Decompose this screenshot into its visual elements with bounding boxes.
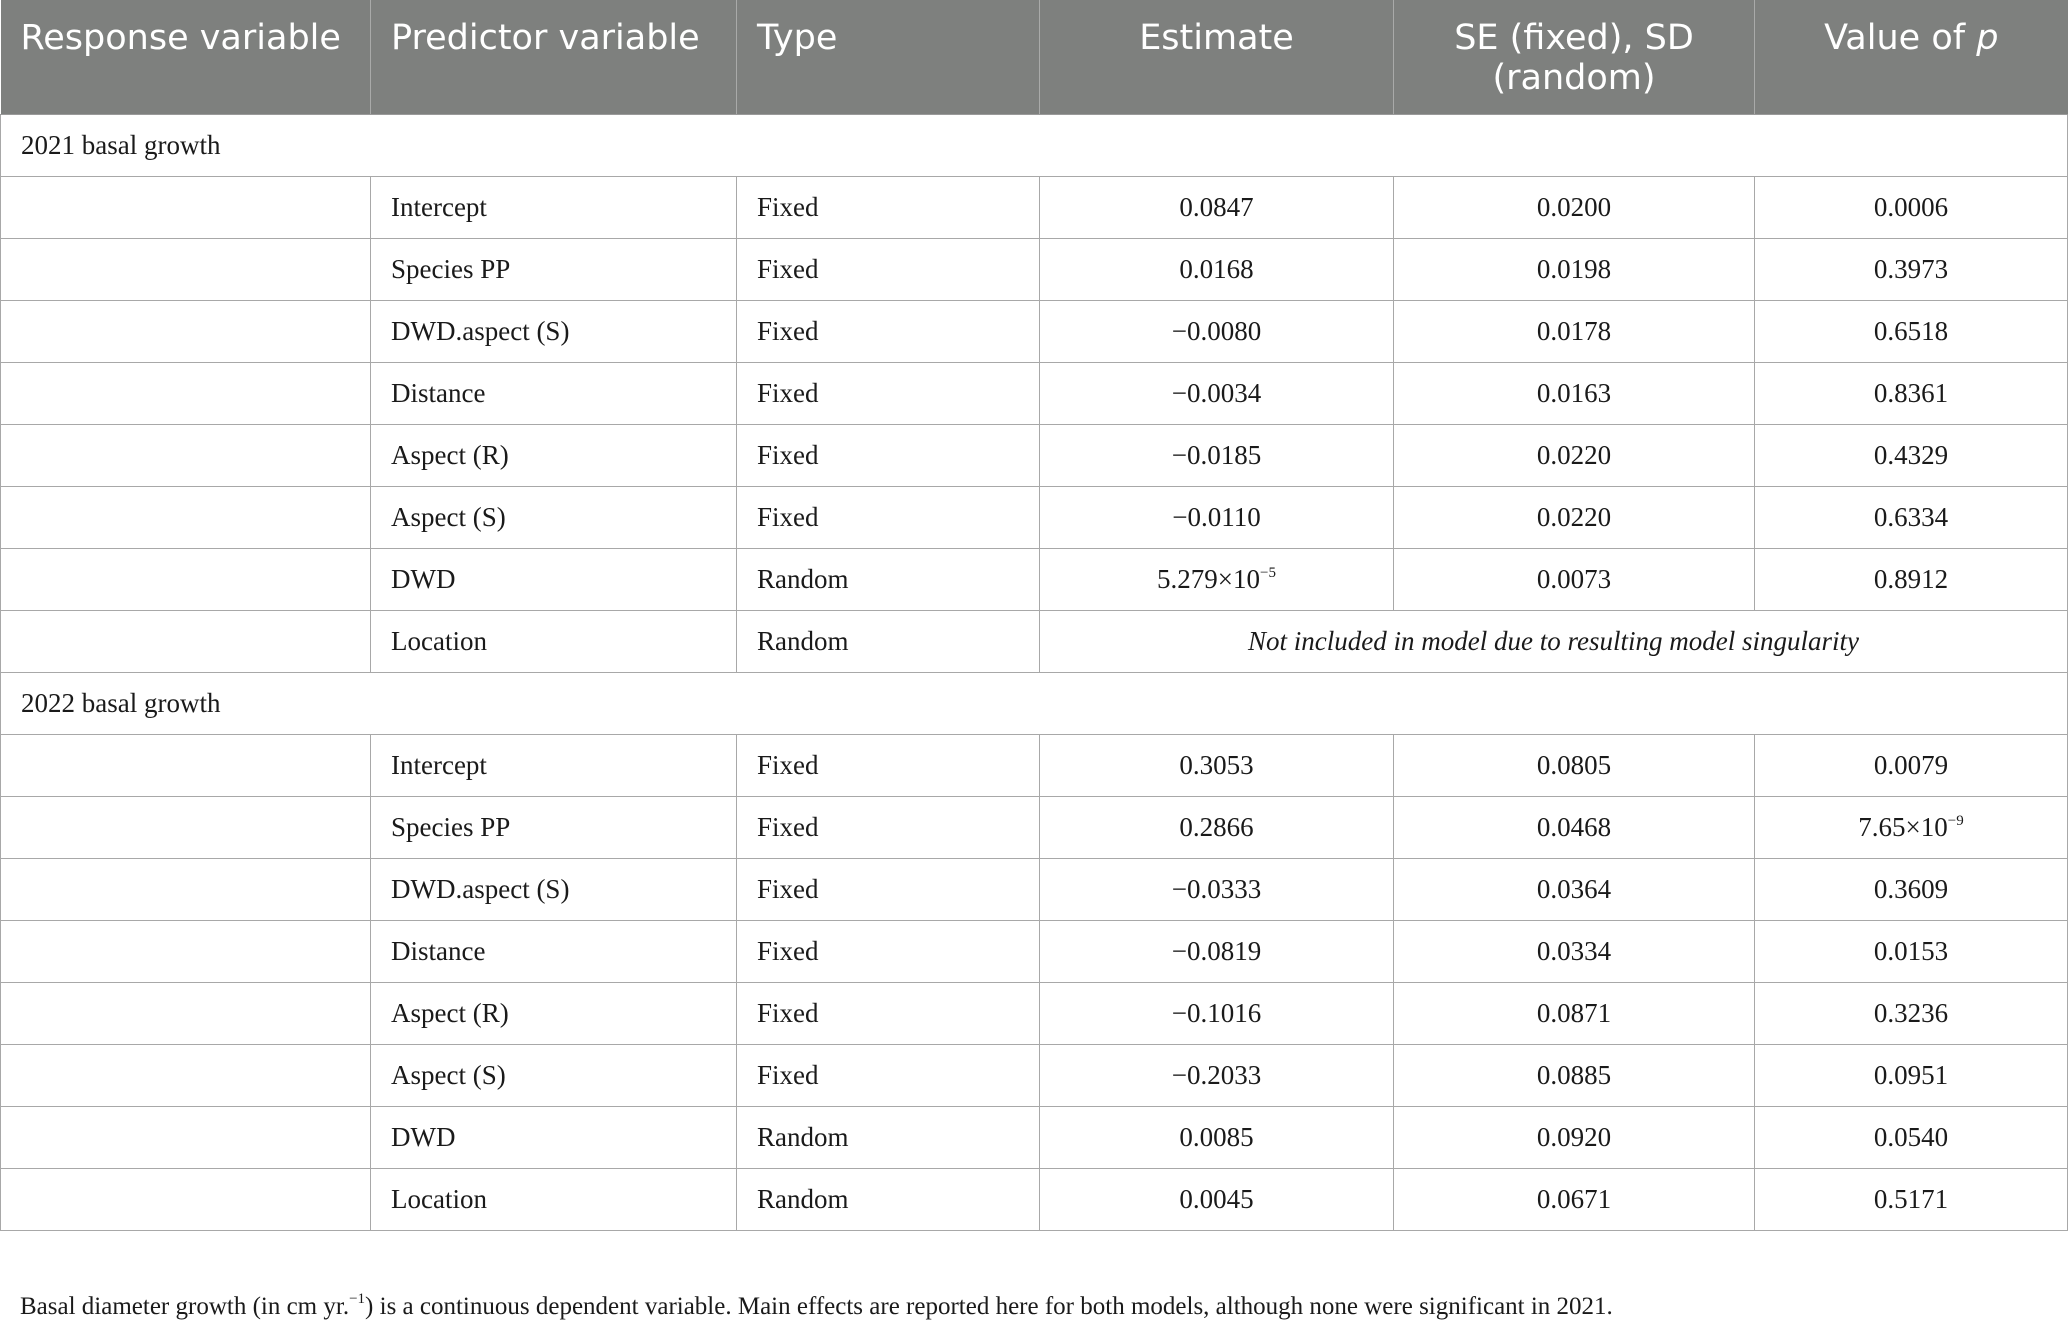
type-cell: Fixed	[737, 362, 1040, 424]
se-cell: 0.0468	[1394, 796, 1755, 858]
p-value-cell-exponent: −9	[1947, 812, 1964, 829]
table-row	[1, 1044, 2068, 1106]
predictor-cell: Location	[371, 1168, 737, 1230]
response-cell	[1, 238, 371, 300]
p-value-cell: 0.6334	[1755, 486, 2068, 548]
type-cell: Fixed	[737, 858, 1040, 920]
table-row	[1, 858, 2068, 920]
predictor-cell: Distance	[371, 362, 737, 424]
table-row	[1, 176, 2068, 238]
response-cell	[1, 1168, 371, 1230]
footnote-superscript: −1	[349, 1291, 366, 1307]
table-row	[1, 486, 2068, 548]
predictor-cell: Species PP	[371, 238, 737, 300]
response-cell	[1, 300, 371, 362]
type-cell: Random	[737, 1106, 1040, 1168]
estimate-cell: −0.0034	[1040, 362, 1394, 424]
table-row	[1, 548, 2068, 610]
se-cell: 0.0805	[1394, 734, 1755, 796]
se-cell: 0.0198	[1394, 238, 1755, 300]
estimate-cell: 0.2866	[1040, 796, 1394, 858]
predictor-cell: DWD	[371, 548, 737, 610]
response-cell	[1, 982, 371, 1044]
response-cell	[1, 486, 371, 548]
footnote-part1: Basal diameter growth (in cm yr.	[20, 1293, 350, 1320]
estimate-cell: −0.0080	[1040, 300, 1394, 362]
estimate-cell: −0.0185	[1040, 424, 1394, 486]
response-cell	[1, 858, 371, 920]
p-value-cell	[1755, 796, 2068, 858]
section-row	[1, 672, 2068, 734]
predictor-cell: DWD.aspect (S)	[371, 300, 737, 362]
header-row	[1, 0, 2068, 114]
type-cell: Fixed	[737, 176, 1040, 238]
p-value-cell-base: 7.65×10	[1858, 811, 1948, 842]
se-cell: 0.0334	[1394, 920, 1755, 982]
response-cell	[1, 796, 371, 858]
table-row	[1, 1168, 2068, 1230]
estimate-cell: −0.0333	[1040, 858, 1394, 920]
table-footnote	[20, 1293, 1613, 1321]
se-cell: 0.0220	[1394, 486, 1755, 548]
response-cell	[1, 548, 371, 610]
response-cell	[1, 362, 371, 424]
predictor-cell: Aspect (R)	[371, 982, 737, 1044]
section-row	[1, 114, 2068, 176]
note-cell: Not included in model due to resulting model singularity	[1040, 610, 2068, 672]
p-value-cell: 0.0540	[1755, 1106, 2068, 1168]
p-value-cell: 0.0006	[1755, 176, 2068, 238]
se-cell: 0.0163	[1394, 362, 1755, 424]
type-cell: Fixed	[737, 424, 1040, 486]
table-row	[1, 1106, 2068, 1168]
estimate-cell: 0.0847	[1040, 176, 1394, 238]
se-cell: 0.0871	[1394, 982, 1755, 1044]
header-p-symbol: p	[1976, 18, 1999, 58]
type-cell: Random	[737, 610, 1040, 672]
p-value-cell: 0.5171	[1755, 1168, 2068, 1230]
response-cell	[1, 610, 371, 672]
estimate-cell: −0.1016	[1040, 982, 1394, 1044]
predictor-cell: Aspect (S)	[371, 1044, 737, 1106]
section-label: 2022 basal growth	[1, 672, 2068, 734]
estimate-cell: 0.3053	[1040, 734, 1394, 796]
predictor-cell: Distance	[371, 920, 737, 982]
type-cell: Fixed	[737, 238, 1040, 300]
header-p-prefix: Value of	[1824, 18, 1977, 58]
se-cell: 0.0073	[1394, 548, 1755, 610]
table-row	[1, 424, 2068, 486]
table-header	[1, 0, 2068, 114]
predictor-cell: DWD	[371, 1106, 737, 1168]
estimate-cell-exponent: −5	[1260, 564, 1276, 581]
response-cell	[1, 920, 371, 982]
type-cell: Fixed	[737, 486, 1040, 548]
estimate-cell: −0.0819	[1040, 920, 1394, 982]
se-cell: 0.0200	[1394, 176, 1755, 238]
estimate-cell: −0.2033	[1040, 1044, 1394, 1106]
footnote-part2: ) is a continuous dependent variable. Main effects are reported here for both models, although none were significant in 2021.	[365, 1293, 1613, 1320]
table-row	[1, 238, 2068, 300]
table-row	[1, 796, 2068, 858]
se-cell: 0.0885	[1394, 1044, 1755, 1106]
p-value-cell: 0.0951	[1755, 1044, 2068, 1106]
response-cell	[1, 1106, 371, 1168]
response-cell	[1, 734, 371, 796]
predictor-cell: Location	[371, 610, 737, 672]
estimate-cell: 0.0085	[1040, 1106, 1394, 1168]
table-row	[1, 920, 2068, 982]
table-row	[1, 982, 2068, 1044]
p-value-cell: 0.3236	[1755, 982, 2068, 1044]
predictor-cell: Species PP	[371, 796, 737, 858]
estimate-cell: 0.0168	[1040, 238, 1394, 300]
type-cell: Random	[737, 1168, 1040, 1230]
p-value-cell: 0.4329	[1755, 424, 2068, 486]
type-cell: Fixed	[737, 300, 1040, 362]
se-cell: 0.0920	[1394, 1106, 1755, 1168]
se-cell: 0.0178	[1394, 300, 1755, 362]
table-row	[1, 362, 2068, 424]
p-value-cell: 0.0079	[1755, 734, 2068, 796]
header-p-value	[1755, 0, 2068, 114]
table-row	[1, 734, 2068, 796]
p-value-cell: 0.8361	[1755, 362, 2068, 424]
table-body	[1, 114, 2068, 1230]
predictor-cell: Intercept	[371, 176, 737, 238]
response-cell	[1, 1044, 371, 1106]
type-cell: Fixed	[737, 796, 1040, 858]
type-cell: Random	[737, 548, 1040, 610]
type-cell: Fixed	[737, 920, 1040, 982]
predictor-cell: Intercept	[371, 734, 737, 796]
se-cell: 0.0364	[1394, 858, 1755, 920]
table-row	[1, 610, 2068, 672]
p-value-cell: 0.8912	[1755, 548, 2068, 610]
section-label: 2021 basal growth	[1, 114, 2068, 176]
response-cell	[1, 424, 371, 486]
estimate-cell: −0.0110	[1040, 486, 1394, 548]
estimate-cell: 0.0045	[1040, 1168, 1394, 1230]
type-cell: Fixed	[737, 1044, 1040, 1106]
header-response-variable: Response variable	[1, 0, 371, 114]
header-predictor-variable: Predictor variable	[371, 0, 737, 114]
p-value-cell: 0.6518	[1755, 300, 2068, 362]
table-row	[1, 300, 2068, 362]
p-value-cell: 0.3973	[1755, 238, 2068, 300]
predictor-cell: DWD.aspect (S)	[371, 858, 737, 920]
se-cell: 0.0671	[1394, 1168, 1755, 1230]
header-se-sd: SE (fixed), SD (random)	[1394, 0, 1755, 114]
predictor-cell: Aspect (R)	[371, 424, 737, 486]
p-value-cell: 0.3609	[1755, 858, 2068, 920]
header-type: Type	[737, 0, 1040, 114]
header-estimate: Estimate	[1040, 0, 1394, 114]
estimate-cell-base: 5.279×10	[1157, 563, 1260, 594]
response-cell	[1, 176, 371, 238]
predictor-cell: Aspect (S)	[371, 486, 737, 548]
se-cell: 0.0220	[1394, 424, 1755, 486]
type-cell: Fixed	[737, 982, 1040, 1044]
p-value-cell: 0.0153	[1755, 920, 2068, 982]
estimate-cell	[1040, 548, 1394, 610]
type-cell: Fixed	[737, 734, 1040, 796]
